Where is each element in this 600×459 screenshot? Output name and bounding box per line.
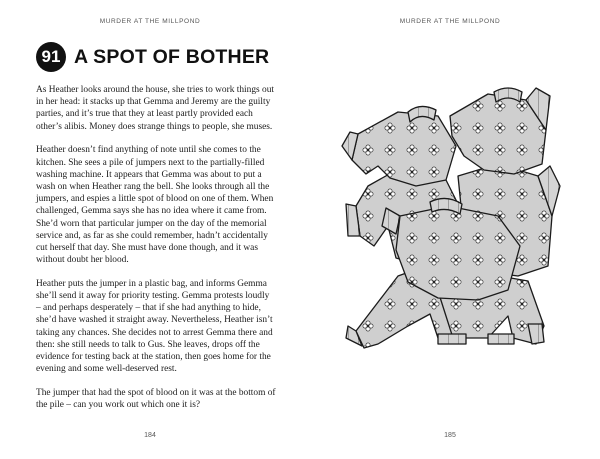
- puzzle-heading: [36, 42, 269, 72]
- page-number: 185: [444, 432, 456, 439]
- paragraph-3: Heather puts the jumper in a plastic bag, and informs Gemma she’ll send it away for priority testing. Gemma protests loudly – and perhaps desperately – that if she had anything to hide, she’d have washed it straight away. Nevertheless, Heather isn’t taking any chances. She decides not to arrest Gemma there and then: she still needs to talk to Gus. She leaves, drops off the evidence for testing back at the station, then goes home for the evening and some well-deserved rest.: [36, 278, 273, 375]
- jumper-center: [396, 206, 520, 300]
- puzzle-number-badge: 91: [36, 42, 66, 72]
- paragraph-4: The jumper that had the spot of blood on it was at the bottom of the pile – can you work out which one it is?: [36, 387, 276, 411]
- puzzle-text: [36, 84, 276, 423]
- paragraph-2: Heather doesn’t find anything of note until she comes to the kitchen. She sees a pile of jumpers next to the partially-filled washing machine. It appears that Gemma was about to put a wash on when Heather rang the bell. She looks through all the jumpers, and espies a little spot of blood on one of them. When challenged, Gemma says she has no idea where it came from. She’d worn that particular jumper on the day of the memorial service and, as far as she could remember, hadn’t accidentally cut herself that day. She must have done though, and it was without doubt her blood.: [36, 145, 274, 266]
- paragraph-1: As Heather looks around the house, she tries to work things out in her head: it stacks up that Gemma and Jeremy are the guilty parties, and it’s true that they at least partly provided each other’s alibis. Money does strange things to people, she muses.: [36, 85, 274, 132]
- jumper-pile-illustration: [338, 76, 568, 376]
- jumper-top-left: [352, 112, 456, 186]
- puzzle-title: A SPOT OF BOTHER: [74, 45, 270, 68]
- page-number: 184: [144, 432, 156, 439]
- running-head: MURDER AT THE MILLPOND: [399, 18, 501, 25]
- running-head: MURDER AT THE MILLPOND: [99, 18, 201, 25]
- right-page: [300, 0, 600, 459]
